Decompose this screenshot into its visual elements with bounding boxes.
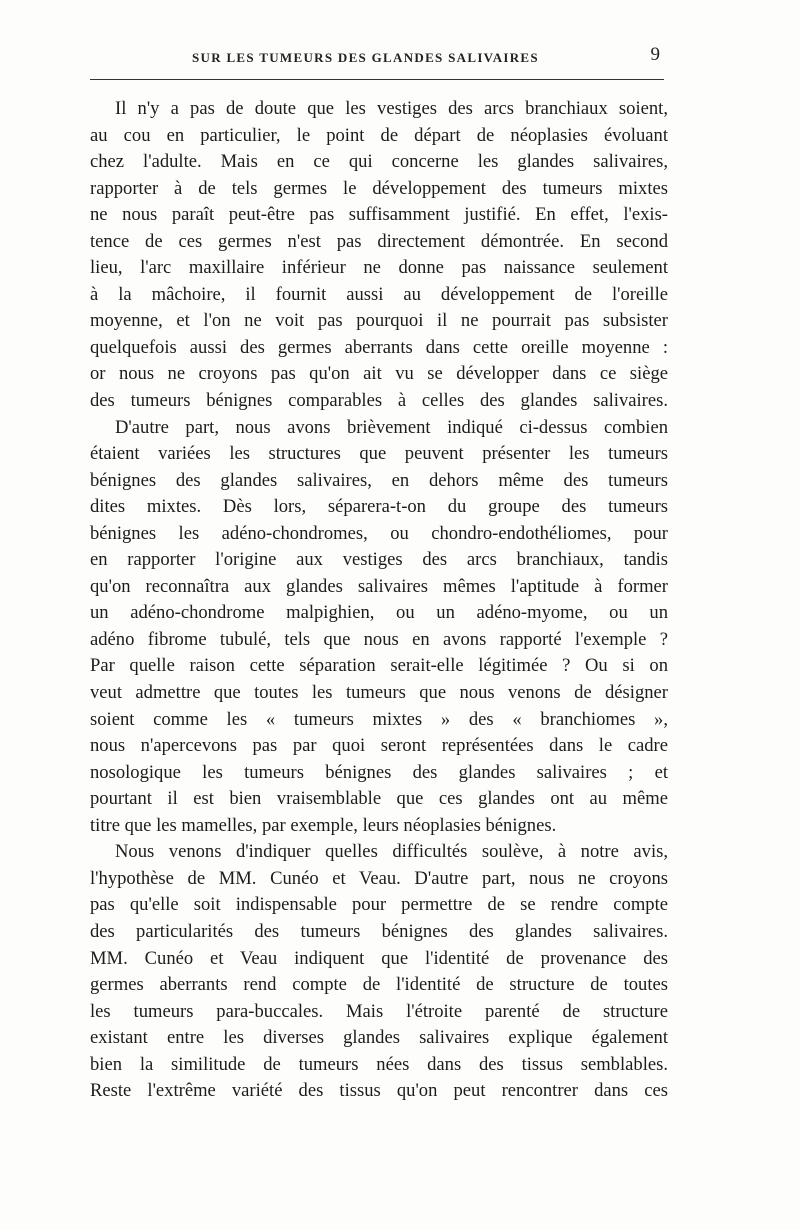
text-line: étaient variées les structures que peuvent présenter les tumeurs bbox=[90, 443, 668, 465]
text-line: nosologique les tumeurs bénignes des glandes salivaires ; et bbox=[90, 761, 668, 783]
text-line: moyenne, et l'on ne voit pas pourquoi il ne pourrait pas subsister bbox=[90, 310, 668, 332]
text-line: dites mixtes. Dès lors, séparera-t-on du groupe des tumeurs bbox=[90, 496, 668, 518]
text-line: rapporter à de tels germes le développement des tumeurs mixtes bbox=[90, 177, 668, 199]
paragraph-2 bbox=[90, 415, 668, 840]
text-line: en rapporter l'origine aux vestiges des arcs branchiaux, tandis bbox=[90, 549, 668, 571]
text-line: pas qu'elle soit indispensable pour permettre de se rendre compte bbox=[90, 894, 668, 916]
running-header bbox=[90, 40, 668, 70]
text-line: soient comme les « tumeurs mixtes » des « branchiomes », bbox=[90, 708, 668, 730]
text-line: Il n'y a pas de doute que les vestiges des arcs branchiaux soient, bbox=[115, 98, 668, 119]
text-line: or nous ne croyons pas qu'on ait vu se développer dans ce siège bbox=[90, 363, 668, 385]
paragraph-1 bbox=[90, 96, 668, 415]
header-rule bbox=[90, 79, 664, 80]
running-title: SUR LES TUMEURS DES GLANDES SALIVAIRES bbox=[192, 50, 539, 65]
text-line: D'autre part, nous avons brièvement indiqué ci-dessus combien bbox=[115, 416, 668, 438]
text-line: Reste l'extrême variété des tissus qu'on peut rencontrer dans ces bbox=[90, 1080, 668, 1102]
text-line: les tumeurs para-buccales. Mais l'étroite parenté de structure bbox=[90, 1000, 668, 1022]
text-line: pourtant il est bien vraisemblable que ces glandes ont au même bbox=[90, 788, 668, 810]
text-line: chez l'adulte. Mais en ce qui concerne les glandes salivaires, bbox=[90, 151, 668, 173]
text-line: veut admettre que toutes les tumeurs que nous venons de désigner bbox=[90, 682, 668, 704]
text-line: bien la similitude de tumeurs nées dans des tissus semblables. bbox=[90, 1053, 668, 1075]
text-line: lieu, l'arc maxillaire inférieur ne donne pas naissance seulement bbox=[90, 257, 668, 279]
text-line: Par quelle raison cette séparation serait-elle légitimée ? Ou si on bbox=[90, 655, 668, 677]
text-line: des tumeurs bénignes comparables à celles des glandes salivaires. bbox=[90, 390, 668, 412]
text-line: au cou en particulier, le point de départ de néoplasies évoluant bbox=[90, 124, 668, 146]
body-text bbox=[90, 96, 668, 1105]
text-line: MM. Cunéo et Veau indiquent que l'identité de provenance des bbox=[90, 947, 668, 969]
text-line: germes aberrants rend compte de l'identité de structure de toutes bbox=[90, 974, 668, 996]
text-line: adéno fibrome tubulé, tels que nous en avons rapporté l'exemple ? bbox=[90, 628, 668, 650]
text-line: un adéno-chondrome malpighien, ou un adéno-myome, ou un bbox=[90, 602, 668, 624]
text-line: titre que les mamelles, par exemple, leurs néoplasies bénignes. bbox=[90, 814, 557, 836]
text-line: l'hypothèse de MM. Cunéo et Veau. D'autre part, nous ne croyons bbox=[90, 867, 668, 889]
paragraph-3 bbox=[90, 839, 668, 1104]
text-line: nous n'apercevons pas par quoi seront représentées dans le cadre bbox=[90, 735, 668, 757]
text-line: bénignes les adéno-chondromes, ou chondro-endothéliomes, pour bbox=[90, 522, 668, 544]
text-line: qu'on reconnaîtra aux glandes salivaires mêmes l'aptitude à former bbox=[90, 575, 668, 597]
text-line: Nous venons d'indiquer quelles difficultés soulève, à notre avis, bbox=[115, 841, 668, 863]
text-line: existant entre les diverses glandes salivaires explique également bbox=[90, 1027, 668, 1049]
page-number: 9 bbox=[650, 44, 660, 65]
text-line: ne nous paraît peut-être pas suffisamment justifié. En effet, l'exis- bbox=[90, 204, 668, 226]
text-line: bénignes des glandes salivaires, en dehors même des tumeurs bbox=[90, 469, 668, 491]
text-line: des particularités des tumeurs bénignes des glandes salivaires. bbox=[90, 920, 668, 942]
text-line: quelquefois aussi des germes aberrants dans cette oreille moyenne : bbox=[90, 336, 668, 358]
text-line: à la mâchoire, il fournit aussi au développement de l'oreille bbox=[90, 283, 668, 305]
text-line: tence de ces germes n'est pas directement démontrée. En second bbox=[90, 230, 668, 252]
